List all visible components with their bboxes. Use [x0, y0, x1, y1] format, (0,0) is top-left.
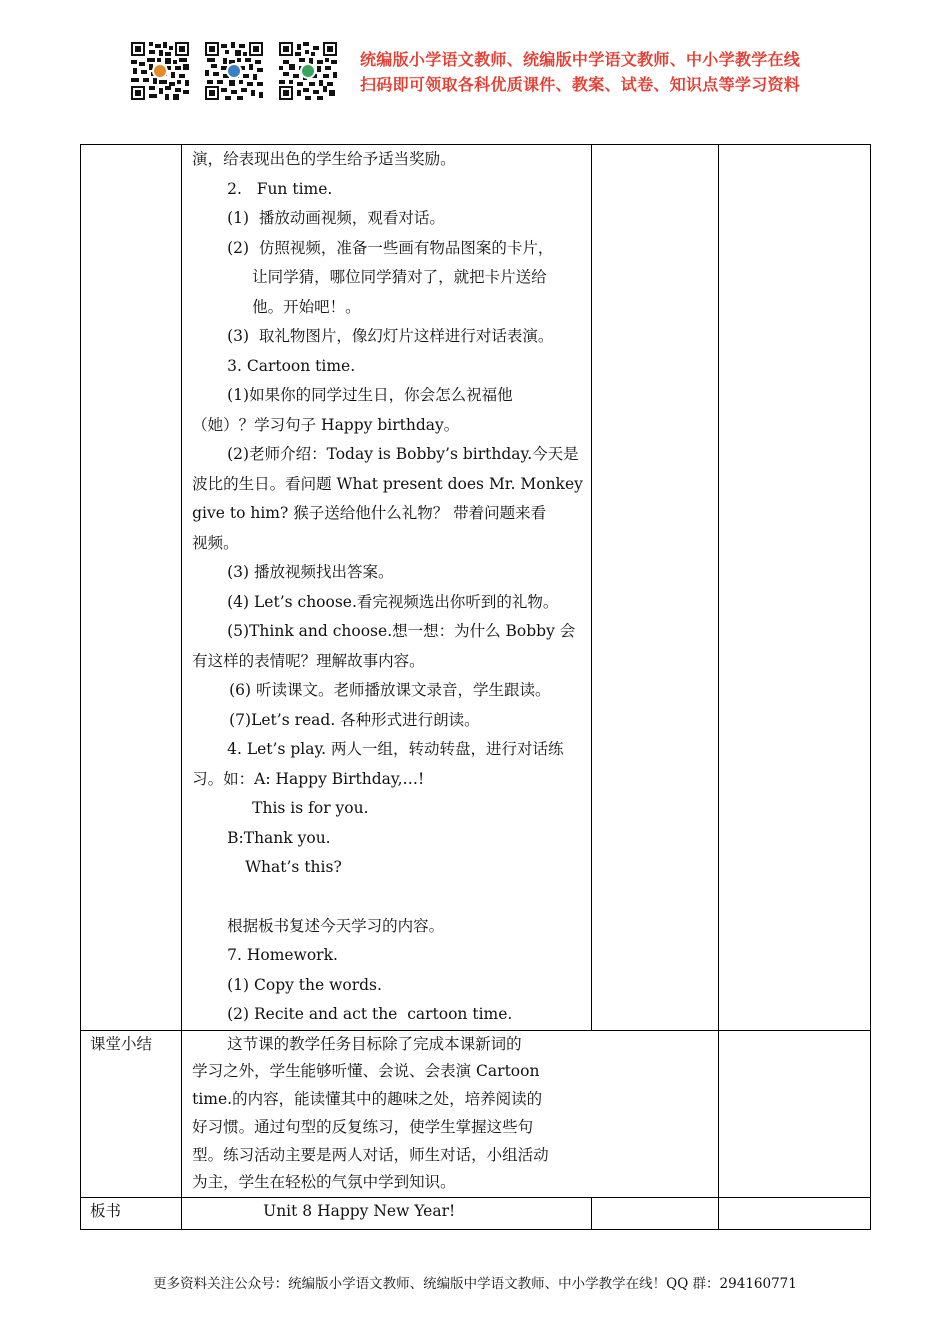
- summary-content: [182, 1031, 588, 1198]
- summary-content-cell: [182, 1030, 719, 1198]
- process-line: 习。如：A: Happy Birthday,…!: [192, 769, 425, 788]
- qr-code-3[interactable]: [279, 42, 337, 100]
- board-label-cell: [81, 1198, 182, 1230]
- process-line: What’s this?: [245, 858, 342, 876]
- promo-text: [360, 47, 800, 97]
- process-line: 3. Cartoon time.: [227, 356, 356, 375]
- summary-line: 学习之外，学生能够听懂、会说、会表演 Cartoon: [192, 1062, 540, 1081]
- process-line: (1) 播放动画视频，观看对话。: [227, 209, 445, 227]
- process-content: [182, 145, 591, 1030]
- process-line: （她）？学习句子 Happy birthday。: [192, 415, 460, 434]
- process-line: (4) Let’s choose.看完视频选出你听到的礼物。: [227, 592, 559, 611]
- process-line: (2)老师介绍：Today is Bobby’s birthday.今天是: [227, 445, 579, 463]
- table-row-process: [81, 145, 871, 1031]
- page-footer: 更多资料关注公众号：统编版小学语文教师、统编版中学语文教师、中小学教学在线！QQ 群：294160771: [153, 1276, 797, 1292]
- process-line: (7)Let’s read. 各种形式进行朗读。: [229, 710, 480, 729]
- process-line: (3) 取礼物图片，像幻灯片这样进行对话表演。: [227, 327, 554, 345]
- process-line: 4. Let’s play. 两人一组，转动转盘，进行对话练: [227, 740, 564, 758]
- summary-line: time.的内容，能读懂其中的趣味之处，培养阅读的: [192, 1090, 543, 1109]
- lesson-plan-table: [80, 144, 871, 1230]
- summary-line: 这节课的教学任务目标除了完成本课新词的: [227, 1034, 522, 1053]
- qr-logo-2-icon: [226, 63, 242, 79]
- process-line: (2) Recite and act the cartoon time.: [227, 1005, 513, 1023]
- process-line: 有这样的表情呢？理解故事内容。: [192, 651, 425, 670]
- process-content-cell: [182, 145, 592, 1031]
- summary-line: 好习惯。通过句型的反复练习，使学生掌握这些句: [192, 1117, 534, 1136]
- summary-remarks-cell: [718, 1030, 870, 1198]
- summary-line: 型。练习活动主要是两人对话，师生对话，小组活动: [192, 1145, 549, 1164]
- process-line: This is for you.: [252, 799, 369, 817]
- process-line: (6) 听读课文。老师播放课文录音，学生跟读。: [229, 681, 551, 699]
- process-line: 根据板书复述今天学习的内容。: [227, 916, 445, 935]
- process-line: 波比的生日。看问题 What present does Mr. Monkey: [192, 474, 583, 493]
- blank-line: [192, 883, 585, 912]
- board-text: Unit 8 Happy New Year!: [263, 1202, 456, 1221]
- summary-label-cell: [81, 1030, 182, 1198]
- qr-logo-1-icon: [152, 63, 168, 79]
- process-line: 他。开始吧！。: [252, 297, 361, 316]
- page-header: [0, 0, 950, 110]
- qr-logo-3-icon: [300, 63, 316, 79]
- process-line: 2. Fun time.: [227, 179, 333, 198]
- qr-code-1[interactable]: [131, 42, 189, 100]
- process-line: give to him? 猴子送给他什么礼物？ 带着问题来看: [192, 504, 547, 522]
- promo-line-2: 扫码即可领取各科优质课件、教案、试卷、知识点等学习资料: [360, 75, 801, 94]
- board-content-cell: [182, 1198, 592, 1230]
- process-line: (3) 播放视频找出答案。: [227, 563, 394, 581]
- board-remarks-cell: [718, 1198, 870, 1230]
- qr-code-2[interactable]: [205, 42, 263, 100]
- board-label: 板书: [90, 1202, 122, 1221]
- process-line: (1) Copy the words.: [227, 975, 382, 994]
- process-line: 7. Homework.: [227, 946, 338, 964]
- summary-label: 课堂小结: [90, 1034, 153, 1053]
- process-line: (2) 仿照视频，准备一些画有物品图案的卡片，: [227, 238, 554, 257]
- table-row-board: [81, 1198, 871, 1230]
- process-line: (1)如果你的同学过生日，你会怎么祝福他: [227, 386, 513, 404]
- process-line: B:Thank you.: [227, 828, 331, 847]
- promo-line-1: 统编版小学语文教师、统编版中学语文教师、中小学教学在线: [360, 50, 801, 69]
- process-line: 让同学猜，哪位同学猜对了，就把卡片送给: [252, 268, 547, 286]
- summary-line: 为主，学生在轻松的气氛中学到知识。: [192, 1173, 456, 1192]
- board-notes-cell: [591, 1198, 718, 1230]
- process-notes-cell: [591, 145, 718, 1031]
- process-line: 演，给表现出色的学生给予适当奖励。: [192, 150, 456, 168]
- process-label-cell: [81, 145, 182, 1031]
- table-row-summary: [81, 1030, 871, 1198]
- process-line: 视频。: [192, 533, 239, 552]
- process-remarks-cell: [718, 145, 870, 1031]
- process-line: (5)Think and choose.想一想：为什么 Bobby 会: [227, 622, 576, 640]
